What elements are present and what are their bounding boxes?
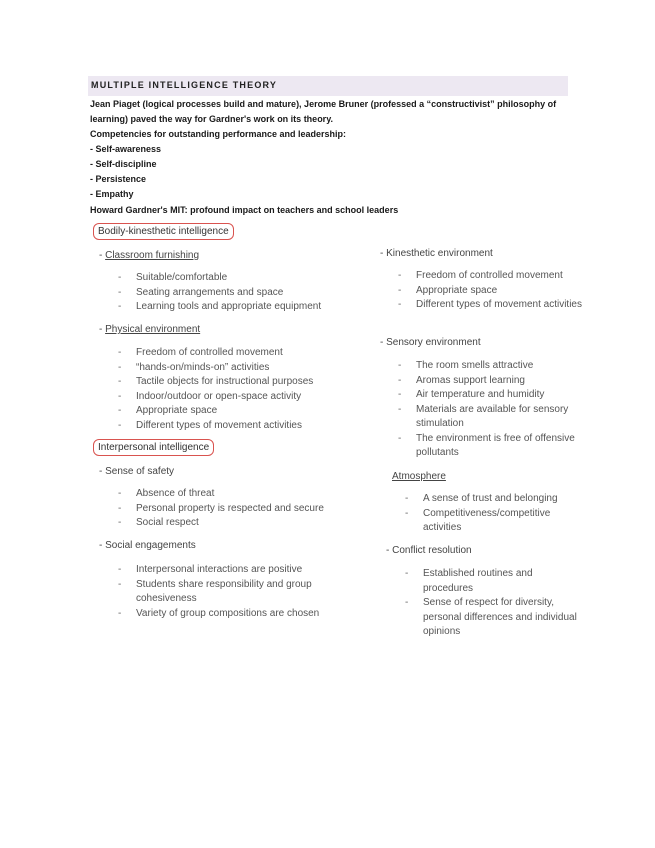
physical-environment-list [118,346,348,433]
social-engagements-label: Social engagements [105,540,196,551]
social-engagements-list [118,563,328,621]
sense-of-safety-heading: - Sense of safety [99,466,175,477]
intro-line-2: learning) paved the way for Gardner's work on its theory. [90,114,334,124]
list-item: - “hands-on/minds-on” activities [118,361,348,376]
sense-of-safety-label: Sense of safety [105,466,175,477]
conflict-resolution-list [405,567,585,640]
list-item: - Variety of group compositions are chosen [118,607,328,622]
competency-item: - Self-discipline [90,159,157,169]
list-item: - Suitable/comfortable [118,271,348,286]
sensory-environment-label: Sensory environment [386,337,481,348]
sense-of-safety-list [118,487,348,531]
social-engagements-heading: - Social engagements [99,540,196,551]
list-item: - Competitiveness/competitive activities [405,507,585,536]
list-item: - Different types of movement activities [398,298,588,313]
list-item: - Students share responsibility and group cohesiveness [118,578,328,607]
list-item: - Social respect [118,516,348,531]
list-item: - Sense of respect for diversity, personal differences and individual opinions [405,596,585,640]
intro-line-1: Jean Piaget (logical processes build and mature), Jerome Bruner (professed a “constructivist” philosophy of [90,99,557,109]
list-item: - Freedom of controlled movement [118,346,348,361]
list-item: - Established routines and procedures [405,567,585,596]
interpersonal-heading: Interpersonal intelligence [93,439,214,456]
list-item: - Tactile objects for instructional purposes [118,375,348,390]
kinesthetic-environment-list [398,269,588,313]
list-item: - Interpersonal interactions are positive [118,563,328,578]
sensory-environment-list [398,359,578,461]
bodily-kinesthetic-heading: Bodily-kinesthetic intelligence [93,223,234,240]
physical-environment-label: Physical environment [105,324,201,335]
atmosphere-label: Atmosphere [392,471,446,482]
classroom-furnishing-list [118,271,348,315]
competency-item: - Self-awareness [90,144,162,154]
list-item: - Different types of movement activities [118,419,348,434]
atmosphere-heading [392,471,446,482]
list-item: - The room smells attractive [398,359,578,374]
intro-line-4: Howard Gardner's MIT: profound impact on teachers and school leaders [90,205,399,215]
kinesthetic-environment-heading: - Kinesthetic environment [380,248,493,259]
list-item: - Freedom of controlled movement [398,269,588,284]
physical-environment-heading: - Physical environment [99,324,201,335]
classroom-furnishing-heading: - Classroom furnishing [99,250,200,261]
list-item: - The environment is free of offensive pollutants [398,432,578,461]
conflict-resolution-label: Conflict resolution [392,545,472,556]
classroom-furnishing-label: Classroom furnishing [105,250,200,261]
list-item: - Absence of threat [118,487,348,502]
kinesthetic-environment-label: Kinesthetic environment [386,248,493,259]
list-item: - Appropriate space [398,284,588,299]
sensory-environment-heading: - Sensory environment [380,337,481,348]
list-item: - Learning tools and appropriate equipment [118,300,348,315]
list-item: - Materials are available for sensory stimulation [398,403,578,432]
list-item: - Personal property is respected and secure [118,502,348,517]
list-item: - Aromas support learning [398,374,578,389]
list-item: - A sense of trust and belonging [405,492,585,507]
list-item: - Appropriate space [118,404,348,419]
competency-item: - Empathy [90,189,134,199]
list-item: - Seating arrangements and space [118,286,348,301]
competency-item: - Persistence [90,174,147,184]
page-title: MULTIPLE INTELLIGENCE THEORY [91,80,278,90]
list-item: - Indoor/outdoor or open-space activity [118,390,348,405]
atmosphere-list [405,492,585,536]
intro-line-3: Competencies for outstanding performance and leadership: [90,129,347,139]
conflict-resolution-heading: - Conflict resolution [386,545,472,556]
list-item: - Air temperature and humidity [398,388,578,403]
